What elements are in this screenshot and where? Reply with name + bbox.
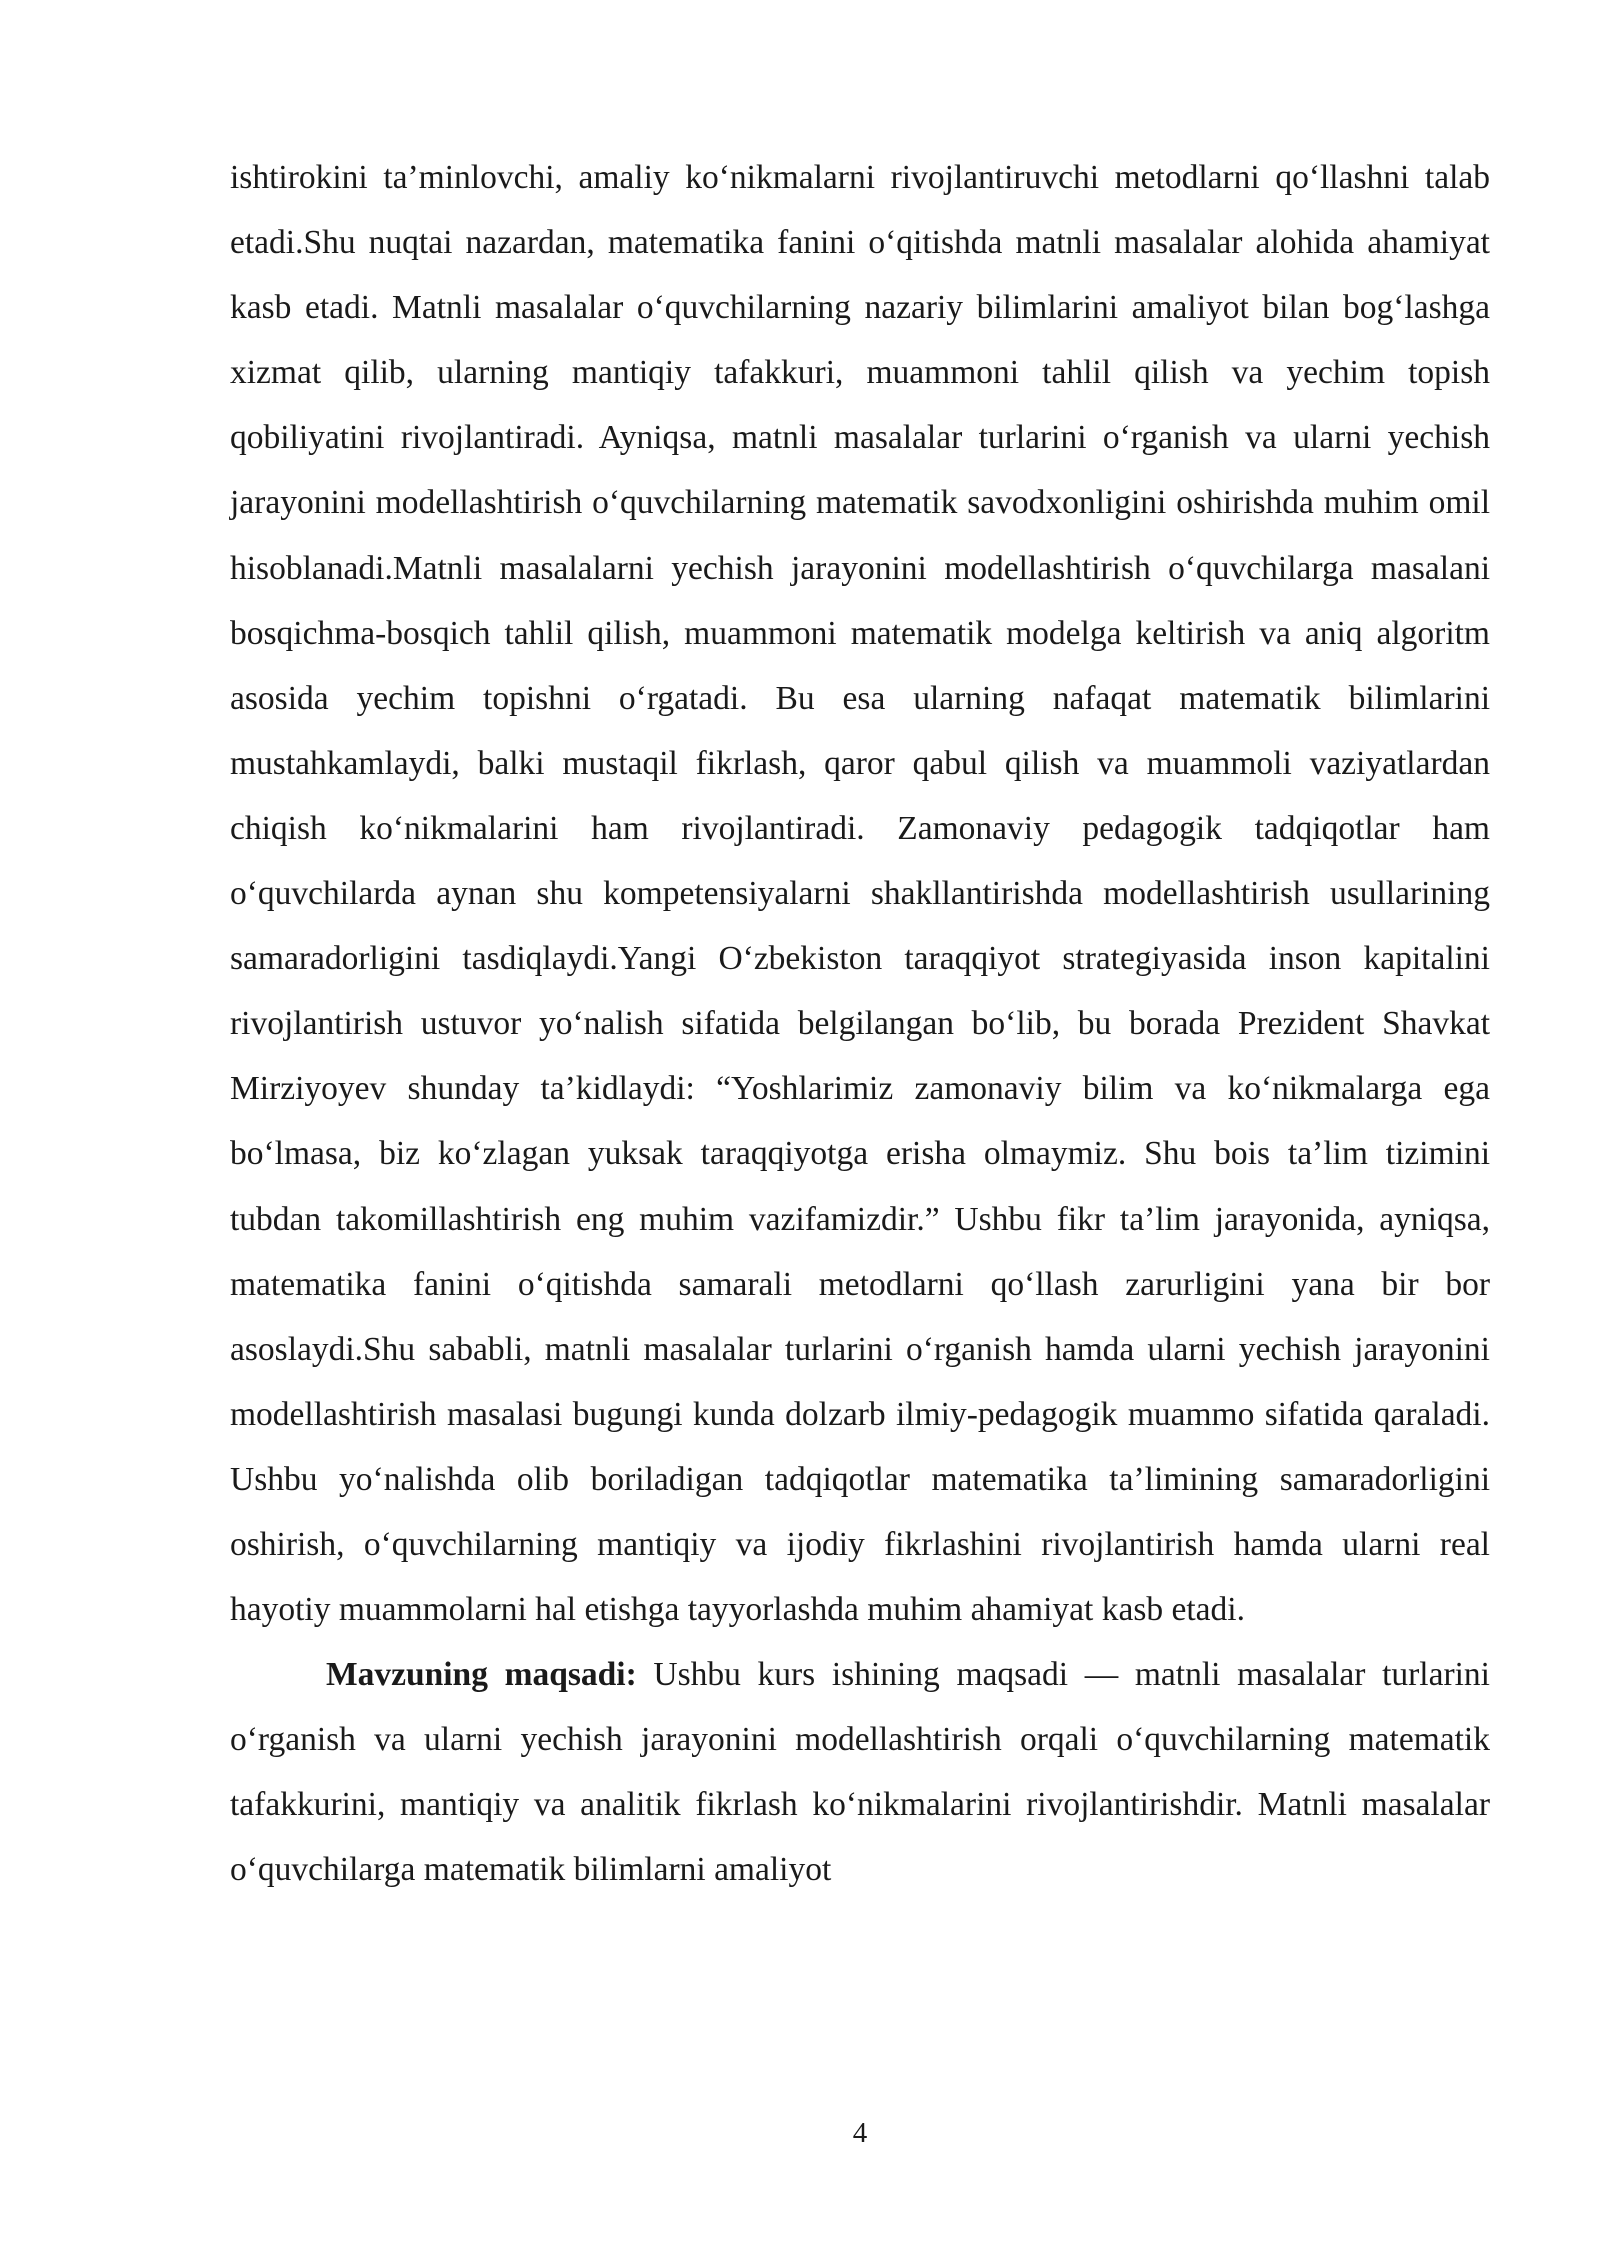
paragraph-continued: ishtirokini ta’minlovchi, amaliy ko‘nikmalarni rivojlantiruvchi metodlarni qo‘llashni talab etadi.Shu nuqtai nazardan, matematika fanini o‘qitishda matnli masalalar alohida ahamiyat kasb etadi. Matnli masalalar o‘quvchilarning nazariy bilimlarini amaliyot bilan bog‘lashga xizmat qilib, ularning mantiqiy tafakkuri, muammoni tahlil qilish va yechim topish qobiliyatini rivojlantiradi. Ayniqsa, matnli masalalar turlarini o‘rganish va ularni yechish jarayonini modellashtirish o‘quvchilarning matematik savodxonligini oshirishda muhim omil hisoblanadi.Matnli masalalarni yechish jarayonini modellashtirish o‘quvchilarga masalani bosqichma-bosqich tahlil qilish, muammoni matematik modelga keltirish va aniq algoritm asosida yechim topishni o‘rgatadi. Bu esa ularning nafaqat matematik bilimlarini mustahkamlaydi, balki mustaqil fikrlash, qaror qabul qilish va muammoli vaziyatlardan chiqish ko‘nikmalarini ham rivojlantiradi. Zamonaviy pedagogik tadqiqotlar ham o‘quvchilarda aynan shu kompetensiyalarni shakllantirishda modellashtirish usullarining samaradorligini tasdiqlaydi.Yangi O‘zbekiston taraqqiyot strategiyasida inson kapitalini rivojlantirish ustuvor yo‘nalish sifatida belgilangan bo‘lib, bu borada Prezident Shavkat Mirziyoyev shunday ta’kidlaydi: “Yoshlarimiz zamonaviy bilim va ko‘nikmalarga ega bo‘lmasa, biz ko‘zlagan yuksak taraqqiyotga erisha olmaymiz. Shu bois ta’lim tizimini tubdan takomillashtirish eng muhim vazifamizdir.” Ushbu fikr ta’lim jarayonida, ayniqsa, matematika fanini o‘qitishda samarali metodlarni qo‘llash zarurligini yana bir bor asoslaydi.Shu sababli, matnli masalalar turlarini o‘rganish hamda ularni yechish jarayonini modellashtirish masalasi bugungi kunda dolzarb ilmiy-pedagogik muammo sifatida qaraladi. Ushbu yo‘nalishda olib boriladigan tadqiqotlar matematika ta’limining samaradorligini oshirish, o‘quvchilarning mantiqiy va ijodiy fikrlashini rivojlantirish hamda ularni real hayotiy muammolarni hal etishga tayyorlashda muhim ahamiyat kasb etadi. (230, 159, 1490, 1629)
goal-text: Ushbu kurs ishining maqsadi — matnli masalalar turlarini o‘rganish va ularni yechish jarayonini modellashtirish orqali o‘quvchilarning matematik tafakkurini, mantiqiy va analitik fikrlash ko‘nikmalarini rivojlantirishdir. Matnli masalalar o‘quvchilarga matematik bilimlarni amaliyot (230, 1656, 1490, 1889)
goal-heading: Mavzuning maqsadi: (326, 1656, 637, 1694)
body-text (230, 145, 1490, 1903)
page-number: 4 (852, 2117, 868, 2149)
paragraph-goal (230, 1642, 1490, 1902)
